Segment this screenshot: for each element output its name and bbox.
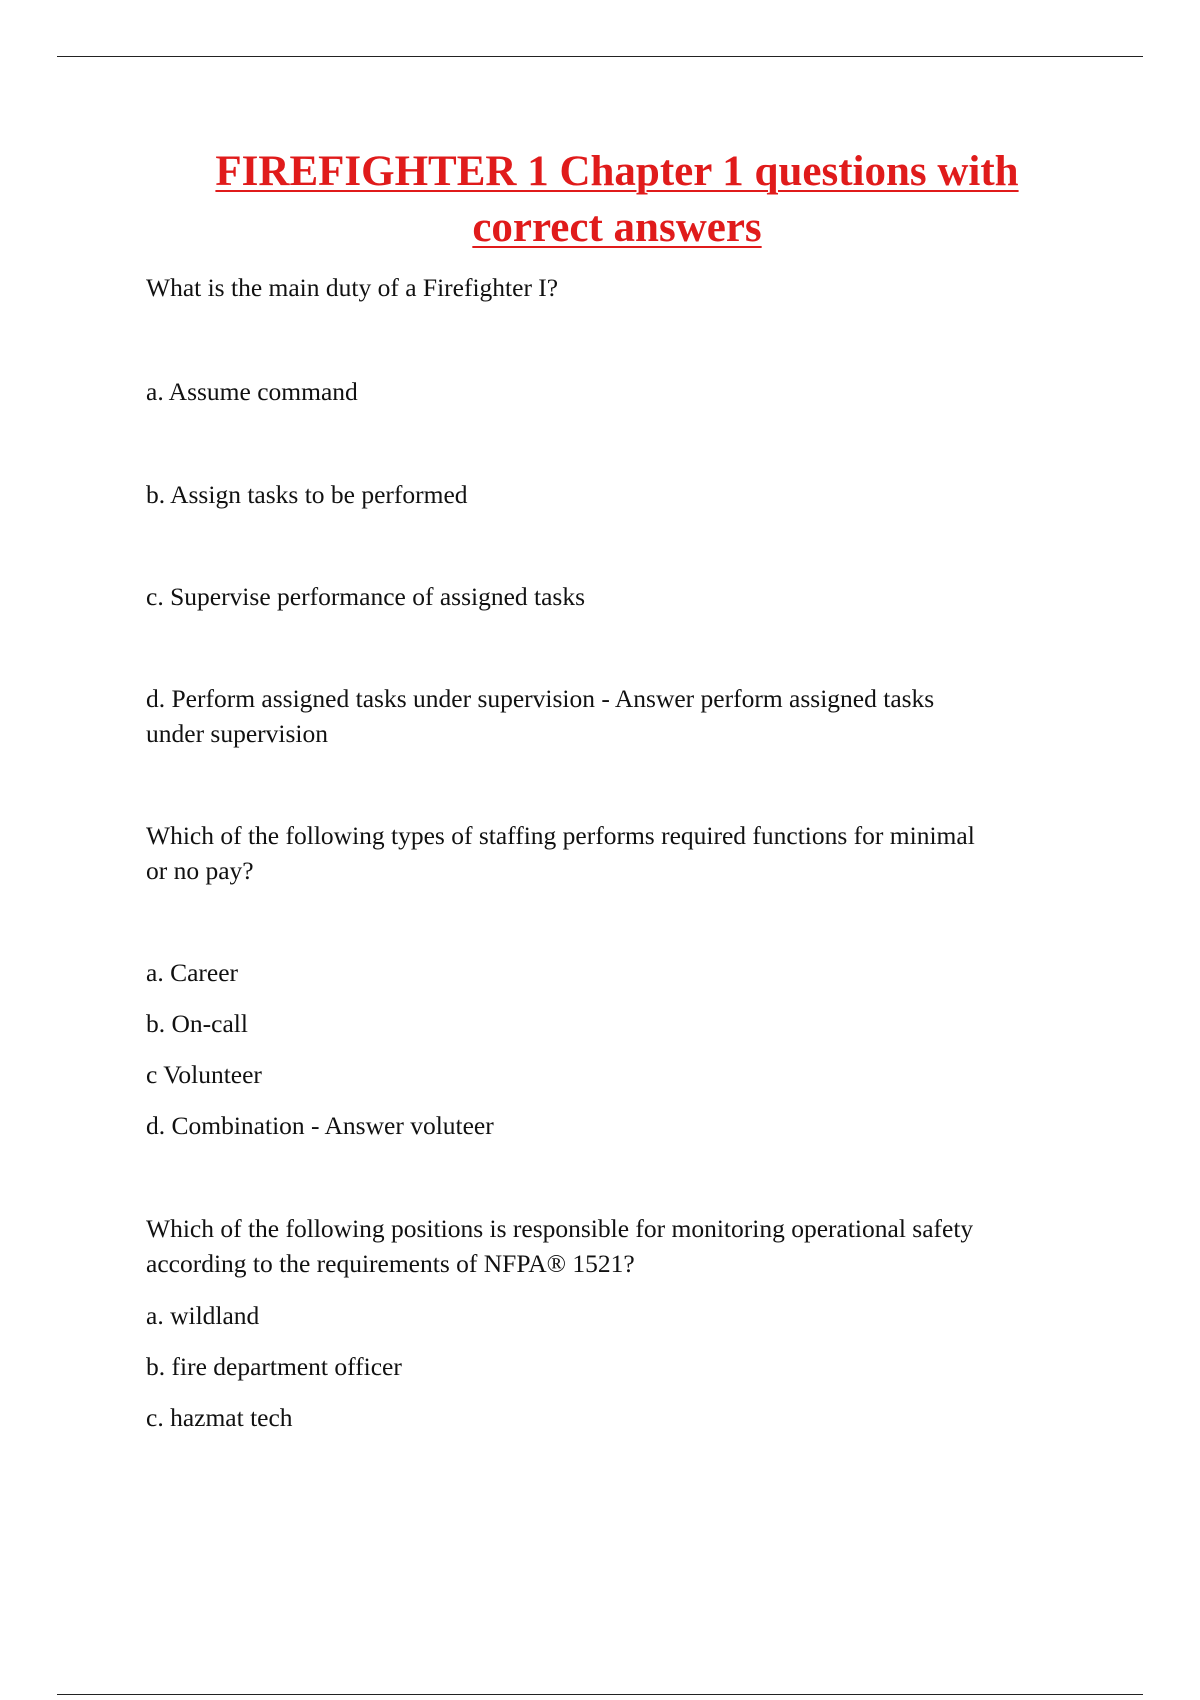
question-1-text: What is the main duty of a Firefighter I? bbox=[146, 273, 559, 302]
question-2-option-a: a. Career bbox=[146, 958, 239, 987]
question-3-text-line-2: according to the requirements of NFPA® 1521? bbox=[146, 1249, 635, 1278]
question-3-option-a: a. wildland bbox=[146, 1301, 260, 1330]
question-2-option-c: c Volunteer bbox=[146, 1060, 262, 1089]
question-2-text-line-1: Which of the following types of staffing performs required functions for minimal bbox=[146, 821, 975, 850]
question-3-option-b: b. fire department officer bbox=[146, 1352, 402, 1381]
question-2-option-d: d. Combination - Answer voluteer bbox=[146, 1111, 494, 1140]
document-title bbox=[100, 144, 1134, 256]
title-line-2: correct answers bbox=[472, 204, 762, 251]
question-1-option-d-continued: under supervision bbox=[146, 719, 329, 748]
question-1-option-c: c. Supervise performance of assigned tasks bbox=[146, 582, 586, 611]
question-3-option-c: c. hazmat tech bbox=[146, 1403, 293, 1432]
question-1-option-b: b. Assign tasks to be performed bbox=[146, 480, 468, 509]
question-1-option-a: a. Assume command bbox=[146, 377, 358, 406]
question-2-text-line-2: or no pay? bbox=[146, 856, 254, 885]
bottom-rule bbox=[57, 1694, 1143, 1695]
question-3-text-line-1: Which of the following positions is responsible for monitoring operational safety bbox=[146, 1214, 974, 1243]
question-2-option-b: b. On-call bbox=[146, 1009, 248, 1038]
top-rule bbox=[57, 56, 1143, 57]
title-line-1: FIREFIGHTER 1 Chapter 1 questions with bbox=[215, 148, 1019, 195]
question-1-option-d: d. Perform assigned tasks under supervision - Answer perform assigned tasks bbox=[146, 684, 935, 713]
